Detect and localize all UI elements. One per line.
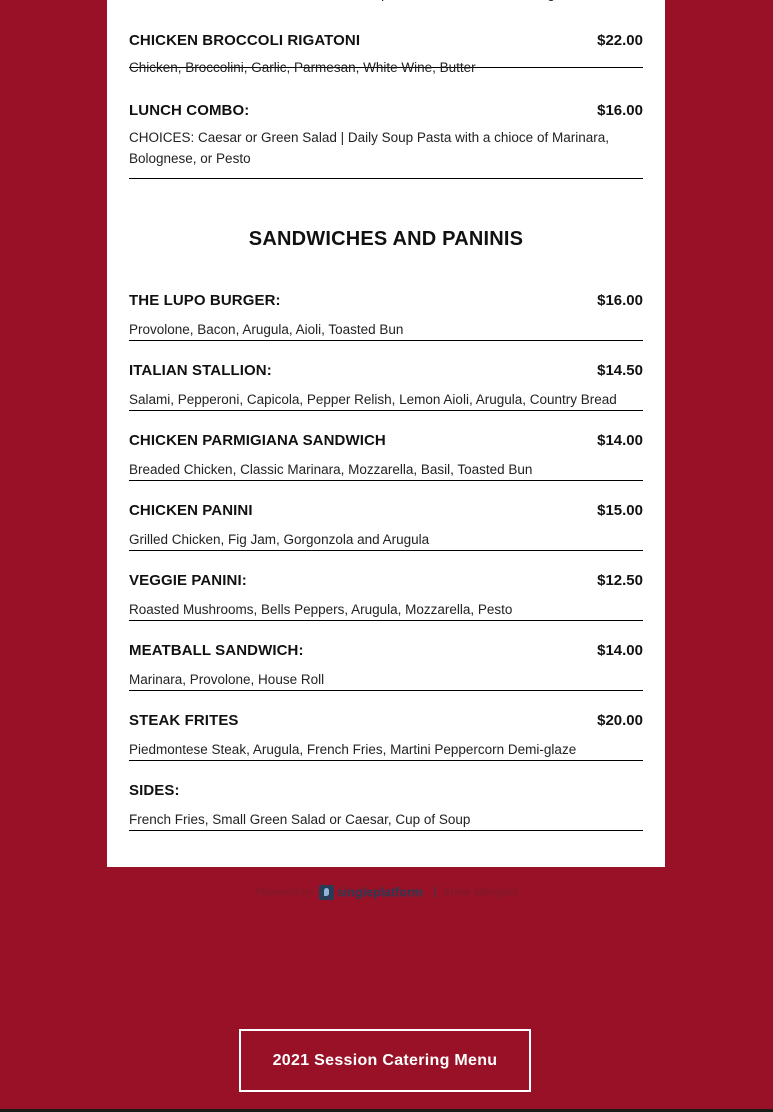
item-description: CHOICES: Caesar or Green Salad | Daily Soup Pasta with a chioce of Marinara, Bolognese, or Pesto xyxy=(129,130,609,166)
item-price: $16.00 xyxy=(597,102,643,119)
item-name: VEGGIE PANINI: xyxy=(129,572,247,589)
menu-item xyxy=(129,481,643,551)
menu-item xyxy=(129,621,643,691)
item-name: ITALIAN STALLION: xyxy=(129,362,272,379)
item-description: Salami, Pepperoni, Capicola, Pepper Relish, Lemon Aioli, Arugula, Country Bread xyxy=(129,392,617,407)
menu-item xyxy=(129,341,643,411)
item-price: $16.00 xyxy=(597,292,643,309)
menu-item xyxy=(129,691,643,761)
menu-item xyxy=(129,551,643,621)
item-name: STEAK FRITES xyxy=(129,712,239,729)
menu-item xyxy=(129,0,643,75)
item-description: Piedmontese Steak, Arugula, French Fries, Martini Peppercorn Demi-glaze xyxy=(129,742,577,757)
menu-item xyxy=(129,761,643,831)
item-description: Provolone, Bacon, Arugula, Aioli, Toasted Bun xyxy=(129,322,404,337)
menu-item xyxy=(129,411,643,481)
item-name: CHICKEN BROCCOLI RIGATONI xyxy=(129,32,361,49)
item-name: CHICKEN PARMIGIANA SANDWICH xyxy=(129,432,386,449)
item-price: $14.00 xyxy=(597,642,643,659)
item-description: French Fries, Small Green Salad or Caesar, Cup of Soup xyxy=(129,812,471,827)
item-description: Breaded Chicken, Classic Marinara, Mozzarella, Basil, Toasted Bun xyxy=(129,462,533,477)
item-description: Roasted Mushrooms, Bells Peppers, Arugula, Mozzarella, Pesto xyxy=(129,602,513,617)
item-price: $15.00 xyxy=(597,502,643,519)
item-name: LUNCH COMBO: xyxy=(129,102,250,119)
menu-card xyxy=(107,0,665,867)
singleplatform-logo[interactable] xyxy=(319,885,423,900)
catering-menu-button[interactable]: 2021 Session Catering Menu xyxy=(239,1029,531,1092)
singleplatform-icon xyxy=(319,885,334,900)
item-name: SIDES: xyxy=(129,782,180,799)
item-description: Grilled Chicken, Fig Jam, Gorgonzola and Arugula xyxy=(129,532,430,547)
singleplatform-brand: singleplatform xyxy=(336,885,424,900)
item-description: Chicken, Broccolini, Garlic, Parmesan, White Wine, Butter xyxy=(129,60,476,75)
item-price: $12.50 xyxy=(597,572,643,589)
item-price: $14.00 xyxy=(597,432,643,449)
separator: | xyxy=(433,886,436,899)
menu-item xyxy=(129,68,643,179)
item-name: THE LUPO BURGER: xyxy=(129,292,281,309)
item-name: CHICKEN PANINI xyxy=(129,502,253,519)
item-description: Marinara, Provolone, House Roll xyxy=(129,672,325,687)
item-price: $20.00 xyxy=(597,712,643,729)
item-name: MEATBALL SANDWICH: xyxy=(129,642,304,659)
show-allergens-link[interactable]: Show allergens xyxy=(443,886,519,899)
item-price: $14.50 xyxy=(597,362,643,379)
section-title: SANDWICHES AND PANINIS xyxy=(248,228,524,250)
menu-item xyxy=(129,270,643,341)
powered-by-footer xyxy=(0,885,773,900)
powered-by-label: Powered by xyxy=(254,886,313,899)
item-price: $22.00 xyxy=(597,32,643,49)
